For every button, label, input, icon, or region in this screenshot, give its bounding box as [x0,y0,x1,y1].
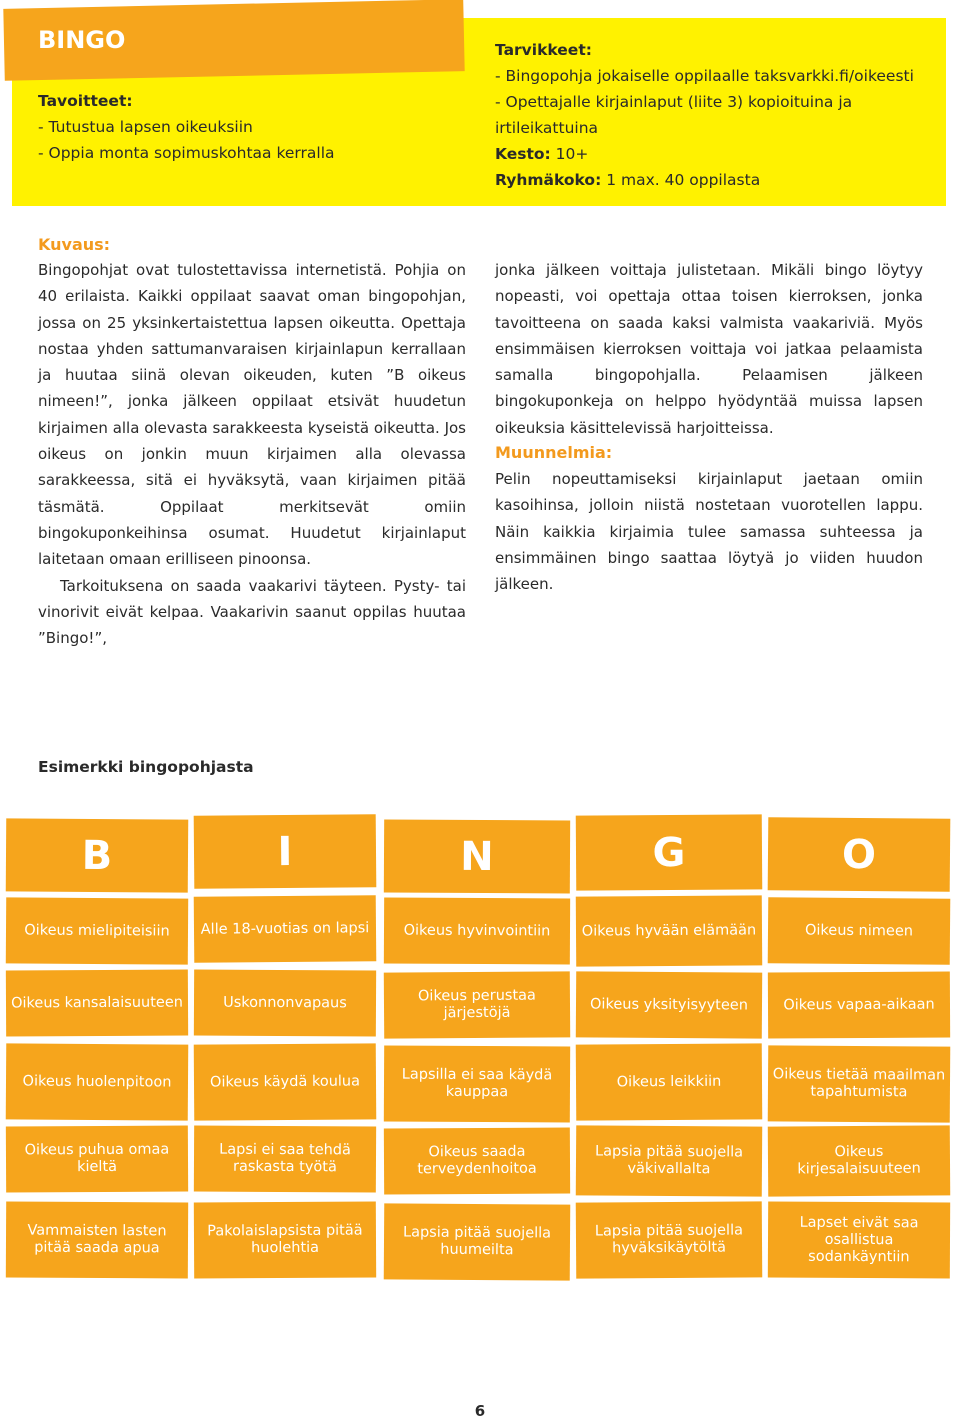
page-title: BINGO [38,26,126,54]
description-column-right [495,257,923,441]
goals-label: Tavoitteet: [38,92,133,110]
bingo-cell: Oikeus vapaa-aikaan [768,972,950,1039]
bingo-cell: Alle 18-vuotias on lapsi [194,895,377,963]
bingo-cell: Oikeus nimeen [768,897,951,965]
variations-paragraph: Pelin nopeuttamiseksi kirjainlaput jaetaan omiin kasoihinsa, jolloin niistä nostetaan vuorotellen lappu. Näin kaikkia kirjaimia tulee samassa suhteessa ja ensimmäinen bingo saattaa löytyä jo viiden huudon jälkeen. [495,470,923,594]
page-number: 6 [474,1402,486,1420]
bingo-cell: Lapsia pitää suojella väkivallalta [576,1125,762,1196]
bingo-letter-b: B [6,818,189,892]
bingo-cell: Lapset eivät saa osallistua sodankäyntiin [768,1202,950,1279]
bingo-cell: Lapsia pitää suojella huumeilta [384,1203,571,1280]
variations-column [495,466,923,597]
bingo-cell: Oikeus puhua omaa kieltä [6,1126,188,1193]
bingo-cell: Oikeus kansalaisuuteen [6,970,188,1037]
bingo-cell: Oikeus saada terveydenhoitoa [384,1128,570,1195]
bingo-cell: Lapsi ei saa tehdä raskasta työtä [194,1126,376,1193]
variations-heading: Muunnelmia: [495,443,613,462]
example-heading: Esimerkki bingopohjasta [38,758,254,776]
bingo-cell: Oikeus hyvään elämään [576,895,762,966]
bingo-cell: Uskonnonvapaus [194,970,376,1037]
description-paragraph: jonka jälkeen voittaja julistetaan. Mikäli bingo löytyy nopeasti, voi opettaja ottaa toisen kierroksen, jonka tavoitteena on saada kaksi valmista vaakariviä. Myös ensimmäisen kierroksen voittaja voi jatkaa pelaamista samalla bingopohjalla. Pelaamisen jälkeen bingokuponkeja on helppo hyödyntää muissa lapsen oikeuksia käsittelevissä harjoitteissa. [495,261,923,437]
supply-item: - Opettajalle kirjainlaput (liite 3) kopioituina ja irtileikattuina [495,93,853,137]
duration-value: 10+ [550,145,589,163]
group-size-value: 1 max. 40 oppilasta [601,171,761,189]
supplies-block [495,37,935,193]
bingo-cell: Lapsilla ei saa käydä kauppaa [384,1046,570,1123]
description-paragraph: Bingopohjat ovat tulostettavissa internetistä. Pohjia on 40 erilaista. Kaikki oppilaat saavat oman bingopohjan, jossa on 25 yksinkertaistettua lapsen oikeutta. Opettaja nostaa yhden sattumanvaraisen kirjainlapun kerrallaan ja huutaa siinä olevan oikeuden, kuten ”B oikeus nimeen!”, jonka jälkeen oppilaat etsivät huudetun kirjaimen alla olevasta sarakkeesta kyseistä oikeutta. Jos oikeus on jonkin muun kirjaimen alla olevassa sarakkeessa, sitä ei hyväksytä, vaan kirjaimen pitää täsmätä. Oppilaat merkitsevät omiin bingokuponkeihinsa osumat. Huudetut kirjainlaput laitetaan omaan erilliseen pinoonsa. [38,261,466,569]
supplies-label: Tarvikkeet: [495,41,592,59]
bingo-cell: Oikeus perustaa järjestöjä [384,971,570,1038]
bingo-cell: Pakolaislapsista pitää huolehtia [194,1202,376,1279]
duration-line [495,141,935,167]
bingo-cell: Oikeus tietää maailman tapahtumista [768,1045,951,1122]
bingo-letter-o: O [768,817,951,892]
bingo-letter-i: I [194,814,377,889]
goals-block [38,88,458,166]
bingo-cell: Lapsia pitää suojella hyväksikäytöltä [576,1201,763,1278]
goal-item: - Oppia monta sopimuskohtaa kerralla [38,144,335,162]
bingo-cell: Oikeus leikkiin [576,1043,763,1120]
description-column-left [38,257,466,651]
bingo-cell: Vammaisten lasten pitää saada apua [6,1202,188,1279]
description-paragraph: Tarkoituksena on saada vaakarivi täyteen. Pysty- tai vinorivit eivät kelpaa. Vaakarivin saanut oppilas huutaa ”Bingo!”, [38,576,466,648]
bingo-cell: Oikeus käydä koulua [194,1043,377,1120]
supply-item: - Bingopohja jokaiselle oppilaalle taksvarkki.fi/oikeesti [495,67,914,85]
bingo-cell: Oikeus mielipiteisiin [6,897,188,964]
bingo-cell: Oikeus huolenpitoon [6,1043,189,1120]
description-heading: Kuvaus: [38,235,111,254]
goal-item: - Tutustua lapsen oikeuksiin [38,118,253,136]
group-size-label: Ryhmäkoko: [495,171,602,189]
bingo-letter-n: N [384,820,570,894]
group-size-line [495,167,935,193]
bingo-letter-g: G [576,814,763,890]
duration-label: Kesto: [495,145,551,163]
bingo-cell: Oikeus yksityisyyteen [576,971,762,1038]
bingo-cell: Oikeus kirjesalaisuuteen [768,1125,950,1196]
bingo-cell: Oikeus hyvinvointiin [384,898,570,965]
